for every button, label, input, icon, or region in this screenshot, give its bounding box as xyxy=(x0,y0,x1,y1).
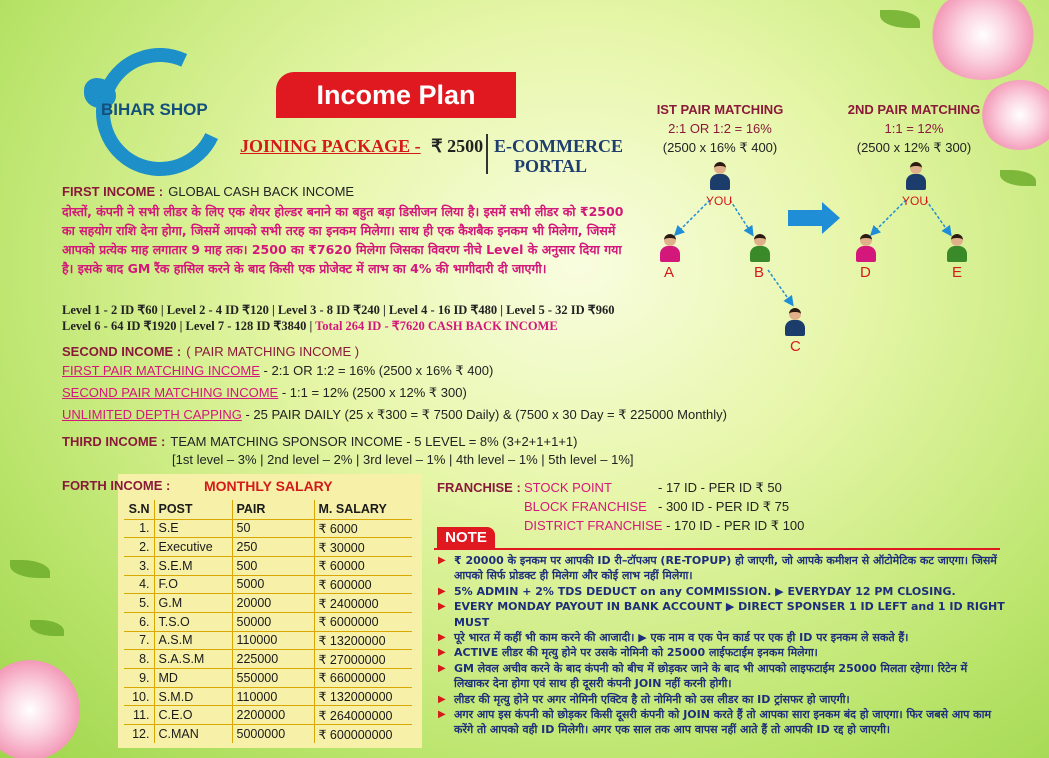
forth-income-label: FORTH INCOME : xyxy=(62,478,171,493)
table-cell: 110000 xyxy=(232,631,314,650)
table-cell: 500 xyxy=(232,556,314,575)
second-pair-label: SECOND PAIR MATCHING INCOME xyxy=(62,385,279,400)
table-cell: 7. xyxy=(124,631,154,650)
second-income-label: SECOND INCOME : xyxy=(62,344,182,359)
column-header: PAIR xyxy=(232,500,314,519)
table-cell: 110000 xyxy=(232,687,314,706)
page-title: Income Plan xyxy=(276,72,516,118)
person-a-icon xyxy=(660,234,680,262)
table-cell: MD xyxy=(154,669,232,688)
table-cell: 550000 xyxy=(232,669,314,688)
table-cell: ₹ 30000 xyxy=(314,538,412,557)
person-c-icon xyxy=(785,308,805,336)
link-you-d xyxy=(872,200,906,234)
franchise-item xyxy=(524,518,804,534)
table-cell: 5000000 xyxy=(232,725,314,744)
table-cell: 250 xyxy=(232,538,314,557)
table-cell: Executive xyxy=(154,538,232,557)
note-item: ▶ GM लेवल अचीव करने के बाद कंपनी को बीच में छोड़कर जाने के बाद भी आपको लाइफटाईम 25000 मिलता रहेगा। रिटेन में लिखाकर देना होगा एवं साथ ही दूसरी कंपनी JOIN नहीं करनी होगी। xyxy=(438,661,1006,692)
franchise-value: - 300 ID - PER ID ₹ 75 xyxy=(658,499,790,514)
you-label-2: YOU xyxy=(902,194,929,208)
levels-line-2: Level 6 - 64 ID ₹1920 | Level 7 - 128 ID ₹3840 | xyxy=(62,319,316,333)
table-row xyxy=(124,650,412,669)
table-cell: 9. xyxy=(124,669,154,688)
note-item: ▶ ACTIVE लीडर की मृत्यु होने पर उसके नोमिनी को 25000 लाईफटाईम इनकम मिलेगा। xyxy=(438,645,1006,660)
note-item: ▶ लीडर की मृत्यु होने पर अगर नोमिनी एक्टिव है तो नोमिनी को उस लीडर का ID ट्रांसफर हो जाएगी। xyxy=(438,692,1006,707)
table-cell: ₹ 60000 xyxy=(314,556,412,575)
table-cell: 10. xyxy=(124,687,154,706)
person-you-1-icon xyxy=(710,162,730,190)
second-pair-matching-heading xyxy=(834,100,994,157)
table-row xyxy=(124,725,412,744)
monthly-salary-table xyxy=(124,500,412,743)
column-header: POST xyxy=(154,500,232,519)
table-cell: ₹ 13200000 xyxy=(314,631,412,650)
franchise-item xyxy=(524,480,782,496)
table-cell: ₹ 6000000 xyxy=(314,612,412,631)
node-b-label: B xyxy=(754,264,765,281)
node-d-label: D xyxy=(860,264,871,281)
column-header: M. SALARY xyxy=(318,502,387,517)
table-cell: ₹ 6000 xyxy=(314,519,412,538)
table-cell: ₹ 264000000 xyxy=(314,706,412,725)
capping-label: UNLIMITED DEPTH CAPPING xyxy=(62,407,242,422)
third-income-breakdown: [1st level – 3% | 2nd level – 2% | 3rd level – 1% | 4th level – 1% | 5th level – 1%] xyxy=(172,452,634,467)
second-pm-title: 2ND PAIR MATCHING xyxy=(847,102,981,117)
table-cell: 11. xyxy=(124,706,154,725)
table-cell: 3. xyxy=(124,556,154,575)
franchise-value: - 170 ID - PER ID ₹ 100 xyxy=(666,518,805,533)
portal-line-2: PORTAL xyxy=(514,156,588,176)
levels-line-1: Level 1 - 2 ID ₹60 | Level 2 - 4 ID ₹120 | Level 3 - 8 ID ₹240 | Level 4 - 16 ID ₹480 | Level 5 - 32 ID ₹960 xyxy=(62,303,615,317)
table-row xyxy=(124,669,412,688)
third-income-value: TEAM MATCHING SPONSOR INCOME - 5 LEVEL = 8% (3+2+1+1+1) xyxy=(170,434,578,449)
flower-decoration-bottom-left xyxy=(0,660,80,758)
table-row xyxy=(124,706,412,725)
person-you-2-icon xyxy=(906,162,926,190)
ecommerce-portal xyxy=(494,136,623,176)
table-row xyxy=(124,631,412,650)
first-pair-value: - 2:1 OR 1:2 = 16% (2500 x 16% ₹ 400) xyxy=(259,363,494,378)
franchise-label: FRANCHISE : xyxy=(437,480,521,495)
franchise-name: DISTRICT FRANCHISE xyxy=(524,518,663,533)
first-income-description: दोस्तों, कंपनी ने सभी लीडर के लिए एक शेयर होल्डर बनाने का बहुत बड़ा डिसीजन लिया है। इसमें सभी लीडर को ₹2500 का सहयोग राशि देना होगा, जिसमें आपको सभी तरह का इनकम मिलेगा। साथ ही एक कैशबैक इनकम भी मिलेगा, जिसमें आपको प्रत्येक माह लगातार 9 माह तक। 2500 का ₹7620 मिलेगा जिसका विवरण नीचे Level के अनुसार दिया गया है। इसके बाद GM रैंक हासिल करने के बाद किसी एक प्रोजेक्ट में लाभ का 4% की भागीदारी दी जाएगी। xyxy=(62,204,624,276)
second-income-value: ( PAIR MATCHING INCOME ) xyxy=(186,344,360,359)
you-label-1: YOU xyxy=(706,194,733,208)
table-cell: 50000 xyxy=(232,612,314,631)
first-pm-title: IST PAIR MATCHING xyxy=(656,102,784,117)
leaf-decoration xyxy=(10,560,50,578)
franchise-name: BLOCK FRANCHISE xyxy=(524,499,647,514)
levels-total: Total 264 ID - ₹7620 CASH BACK INCOME xyxy=(315,319,558,333)
table-cell: G.M xyxy=(154,594,232,613)
second-pm-ratio: 1:1 = 12% xyxy=(884,121,944,136)
table-row xyxy=(124,538,412,557)
note-item: ▶ 5% ADMIN + 2% TDS DEDUCT on any COMMISSION. ▶ EVERYDAY 12 PM CLOSING. xyxy=(438,584,1006,599)
franchise-name: STOCK POINT xyxy=(524,480,612,495)
first-pm-calc: (2500 x 16% ₹ 400) xyxy=(662,140,778,155)
table-cell: ₹ 27000000 xyxy=(314,650,412,669)
cashback-levels xyxy=(62,302,614,334)
leaf-decoration xyxy=(880,10,920,28)
flower-decoration-top-right xyxy=(928,0,1038,80)
third-income-label: THIRD INCOME : xyxy=(62,434,166,449)
table-cell: 1. xyxy=(124,519,154,538)
note-item: ▶ पूरे भारत में कहीं भी काम करने की आजादी। ▶ एक नाम व एक पेन कार्ड पर एक ही ID पर इनकम ले सकते हैं। xyxy=(438,630,1006,645)
first-pair-matching-heading xyxy=(640,100,800,157)
table-cell: 12. xyxy=(124,725,154,744)
table-cell: S.A.S.M xyxy=(154,650,232,669)
unlimited-depth-capping xyxy=(62,407,727,423)
node-c-label: C xyxy=(790,338,801,355)
second-pm-calc: (2500 x 12% ₹ 300) xyxy=(856,140,972,155)
table-cell: S.E.M xyxy=(154,556,232,575)
table-cell: 8. xyxy=(124,650,154,669)
leaf-decoration xyxy=(30,620,64,636)
note-item: ▶ ₹ 20000 के इनकम पर आपकी ID री–टॉपअप (RE-TOPUP) हो जाएगी, जो आपके कमीशन से ऑटोमेटिक कट जाएगा। जिसमें आपको सिर्फ प्रोडक्ट ही मिलेगा और कोई लाभ नहीं मिलेगा। xyxy=(438,553,1006,584)
link-b-c xyxy=(768,270,792,304)
first-pm-ratio: 2:1 OR 1:2 = 16% xyxy=(668,121,772,136)
table-cell: 2200000 xyxy=(232,706,314,725)
joining-package xyxy=(240,136,483,157)
table-cell: T.S.O xyxy=(154,612,232,631)
table-cell: ₹ 600000000 xyxy=(314,725,412,744)
table-cell: 5000 xyxy=(232,575,314,594)
link-you-e xyxy=(926,200,950,234)
table-header-row xyxy=(124,500,412,519)
table-cell: C.E.O xyxy=(154,706,232,725)
monthly-salary-title: MONTHLY SALARY xyxy=(204,478,333,494)
first-income-value: GLOBAL CASH BACK INCOME xyxy=(168,184,355,199)
third-income xyxy=(62,431,577,450)
table-cell: 225000 xyxy=(232,650,314,669)
table-cell: 5. xyxy=(124,594,154,613)
first-pair-label: FIRST PAIR MATCHING INCOME xyxy=(62,363,260,378)
table-cell: A.S.M xyxy=(154,631,232,650)
table-cell: S.E xyxy=(154,519,232,538)
table-cell: S.M.D xyxy=(154,687,232,706)
table-row xyxy=(124,575,412,594)
node-e-label: E xyxy=(952,264,963,281)
table-cell: 2. xyxy=(124,538,154,557)
table-row xyxy=(124,519,412,538)
table-row xyxy=(124,594,412,613)
logo: BIHAR SHOP xyxy=(101,100,208,119)
table-row xyxy=(124,687,412,706)
notes-list xyxy=(438,553,1006,738)
note-item: ▶ अगर आप इस कंपनी को छोड़कर किसी दूसरी कंपनी को JOIN करते हैं तो आपका सारा इनकम बंद हो जाएगा। फिर जबसे आप काम करेंगे तो आपको वही ID मिलेगी। अगर एक साल तक आप वापस नहीं आते हैं तो आपकी ID रद्द हो जाएगी। xyxy=(438,707,1006,738)
franchise-item xyxy=(524,499,789,515)
capping-value: - 25 PAIR DAILY (25 x ₹300 = ₹ 7500 Daily) & (7500 x 30 Day = ₹ 225000 Monthly) xyxy=(241,407,727,422)
table-cell: ₹ 600000 xyxy=(314,575,412,594)
joining-package-label: JOINING PACKAGE - xyxy=(240,136,421,156)
table-cell: 50 xyxy=(232,519,314,538)
second-pair-matching xyxy=(62,385,467,401)
node-a-label: A xyxy=(664,264,675,281)
first-pair-matching xyxy=(62,363,493,379)
table-cell: 20000 xyxy=(232,594,314,613)
table-cell: ₹ 132000000 xyxy=(314,687,412,706)
table-cell: F.O xyxy=(154,575,232,594)
link-you-a xyxy=(676,200,710,234)
first-income xyxy=(62,181,354,200)
second-pair-value: - 1:1 = 12% (2500 x 12% ₹ 300) xyxy=(278,385,467,400)
table-cell: 4. xyxy=(124,575,154,594)
divider xyxy=(486,134,488,174)
person-d-icon xyxy=(856,234,876,262)
table-row xyxy=(124,556,412,575)
link-you-b xyxy=(730,200,752,234)
joining-package-amount: ₹ 2500 xyxy=(431,136,484,156)
table-cell: C.MAN xyxy=(154,725,232,744)
note-badge: NOTE xyxy=(437,527,495,549)
table-cell: ₹ 66000000 xyxy=(314,669,412,688)
table-cell: ₹ 2400000 xyxy=(314,594,412,613)
note-item: ▶ EVERY MONDAY PAYOUT IN BANK ACCOUNT ▶ DIRECT SPONSER 1 ID LEFT and 1 ID RIGHT MUST xyxy=(438,599,1006,630)
arrow-right-icon xyxy=(788,210,824,226)
portal-line-1: E-COMMERCE xyxy=(494,136,623,156)
table-cell: 6. xyxy=(124,612,154,631)
column-header: S.N xyxy=(124,500,154,519)
franchise-value: - 17 ID - PER ID ₹ 50 xyxy=(658,480,782,495)
second-income xyxy=(62,341,359,360)
person-b-icon xyxy=(750,234,770,262)
first-income-label: FIRST INCOME : xyxy=(62,184,164,199)
person-e-icon xyxy=(947,234,967,262)
table-row xyxy=(124,612,412,631)
note-divider xyxy=(434,548,1000,550)
